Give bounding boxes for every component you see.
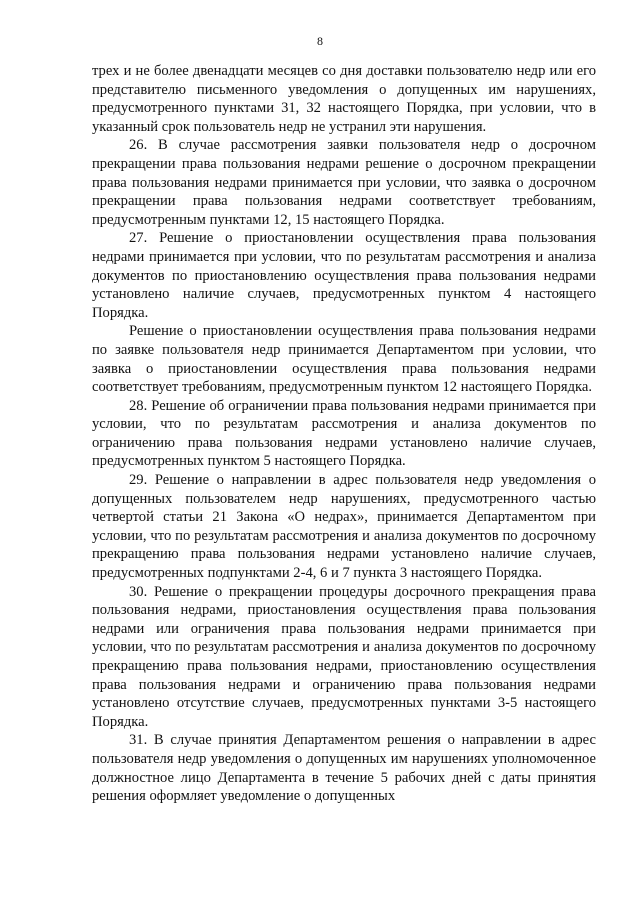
paragraph-31: 31. В случае принятия Департаментом решения о направлении в адрес пользователя недр уведомления о допущенных им нарушениях уполномоченное должностное лицо Департамента в течение 5 рабочих дней с даты принятия решения оформляет уведомление о допущенных [92,732,596,805]
paragraph-29: 29. Решение о направлении в адрес пользователя недр уведомления о допущенных пользователем недр нарушениях, предусмотренного частью четвертой статьи 21 Закона «О недрах», принимается Департаментом при условии, что по результатам рассмотрения и анализа документов по досрочному прекращению права пользования недрами установлено наличие случаев, предусмотренных подпунктами 2-4, 6 и 7 пункта 3 настоящего Порядка. [92,472,596,582]
paragraph-28: 28. Решение об ограничении права пользования недрами принимается при условии, что по результатам рассмотрения и анализа документов по ограничению права пользования недрами установлено наличие случаев, предусмотренных пунктом 5 настоящего Порядка. [92,397,596,470]
paragraph-27: 27. Решение о приостановлении осуществления права пользования недрами принимается при условии, что по результатам рассмотрения и анализа документов по приостановлению осуществления права пользования недрами установлено наличие случаев, предусмотренных пунктом 4 настоящего Порядка. [92,230,596,321]
page-number: 8 [317,34,323,48]
paragraph-27-second: Решение о приостановлении осуществления права пользования недрами по заявке пользователя недр принимается Департаментом при условии, что заявка о приостановлении осуществления права пользования недрами соответствует требованиям, предусмотренным пунктом 12 настоящего Порядка. [92,323,596,396]
paragraph-26: 26. В случае рассмотрения заявки пользователя недр о досрочном прекращении права пользования недрами решение о досрочном прекращении права пользования недрами принимается при условии, что заявка о досрочном прекращении права пользования недрами соответствует требованиям, предусмотренным пунктами 12, 15 настоящего Порядка. [92,137,596,228]
document-body [92,62,596,806]
paragraph-30: 30. Решение о прекращении процедуры досрочного прекращения права пользования недрами, приостановления осуществления права пользования недрами или ограничения права пользования недрами принимается при условии, что по результатам рассмотрения и анализа документов по досрочному прекращению права пользования недрами, приостановлению осуществления права пользования недрами и ограничению права пользования недрами установлено отсутствие случаев, предусмотренных пунктами 3-5 настоящего Порядка. [92,583,596,730]
paragraph-continuation: трех и не более двенадцати месяцев со дня доставки пользователю недр или его представителю письменного уведомления о допущенных им нарушениях, предусмотренного пунктами 31, 32 настоящего Порядка, при условии, что в указанный срок пользователь недр не устранил эти нарушения. [92,63,596,135]
